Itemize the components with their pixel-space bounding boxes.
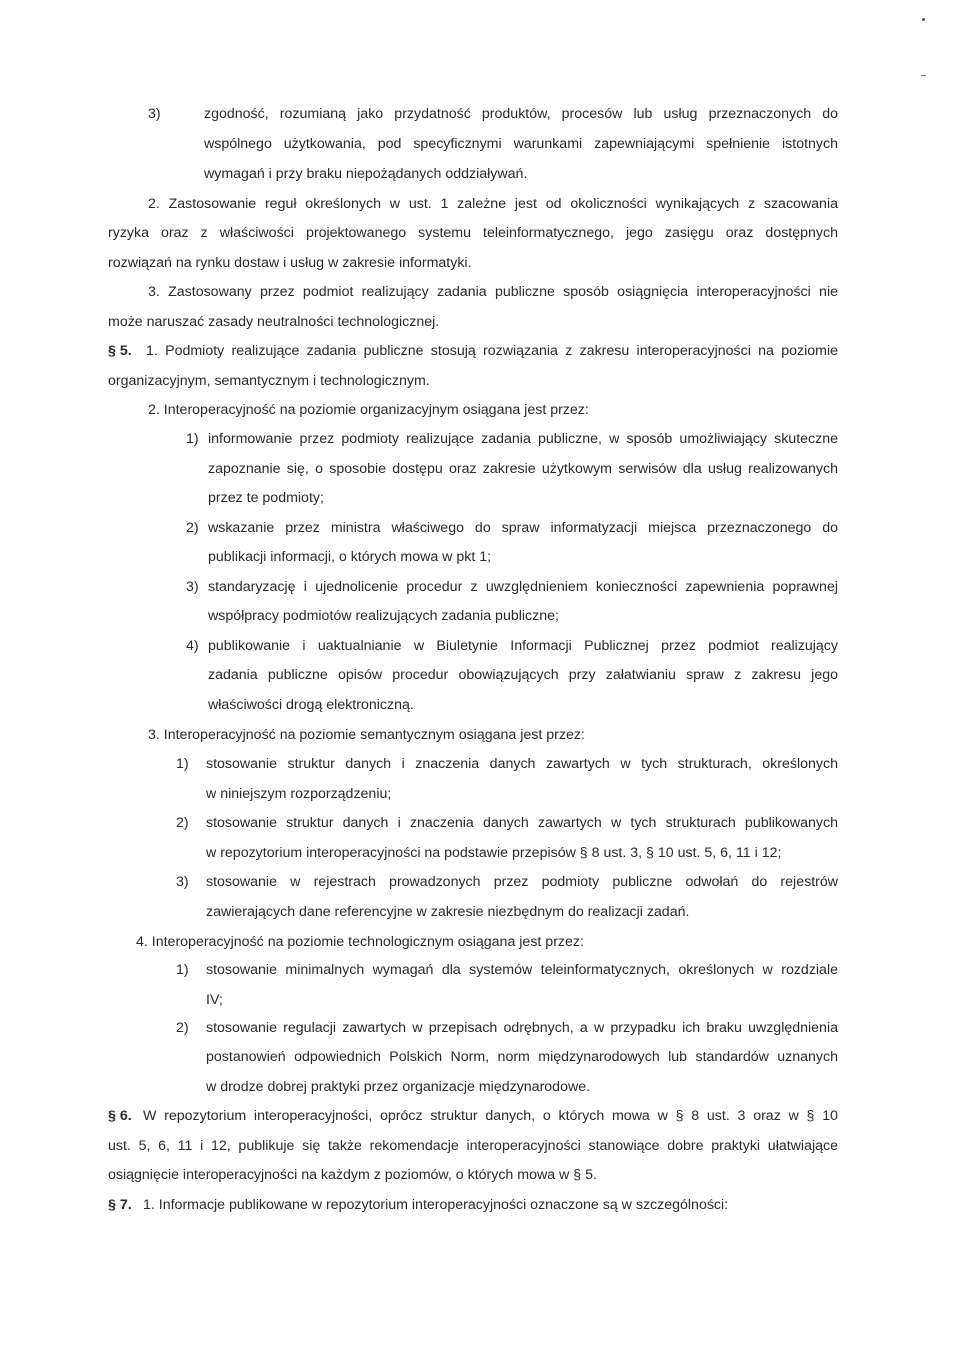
list-item-number: 3) bbox=[176, 874, 189, 890]
section-number: § 5. bbox=[108, 343, 132, 359]
list-item-number: 2) bbox=[186, 520, 199, 536]
paragraph-line: rozwiązań na rynku dostaw i usług w zakresie informatyki. bbox=[108, 255, 472, 271]
subsection-heading: 2. Interoperacyjność na poziomie organizacyjnym osiągana jest przez: bbox=[148, 402, 589, 418]
list-item-text: stosowanie regulacji zawartych w przepisach odrębnych, a w przypadku ich braku uwzględnienia bbox=[206, 1020, 838, 1036]
paragraph-line: 2. Zastosowanie reguł określonych w ust. 1 zależne jest od okoliczności wynikających z szacowania bbox=[148, 196, 838, 212]
list-item-text: postanowień odpowiednich Polskich Norm, norm międzynarodowych lub standardów uznanych bbox=[206, 1049, 838, 1065]
list-item-text: w repozytorium interoperacyjności na podstawie przepisów § 8 ust. 3, § 10 ust. 5, 6, 11 i 12; bbox=[206, 845, 782, 861]
list-item-text: zawierających dane referencyjne w zakresie niezbędnym do realizacji zadań. bbox=[206, 904, 690, 920]
paragraph-line: organizacyjnym, semantycznym i technologicznym. bbox=[108, 373, 430, 389]
list-item-text: stosowanie struktur danych i znaczenia danych zawartych w tych strukturach publikowanych bbox=[206, 815, 838, 831]
paragraph-line: może naruszać zasady neutralności technologicznej. bbox=[108, 314, 440, 330]
list-item-text: właściwości drogą elektroniczną. bbox=[208, 697, 414, 713]
list-item-number: 4) bbox=[186, 638, 199, 654]
list-item-text: publikacji informacji, o których mowa w pkt 1; bbox=[208, 549, 492, 565]
list-item-number: 1) bbox=[186, 431, 199, 447]
list-item-text: wymagań i przy braku niepożądanych oddziaływań. bbox=[204, 166, 528, 182]
scan-mark bbox=[922, 18, 925, 21]
list-item-text: IV; bbox=[206, 992, 223, 1008]
section-number: § 7. bbox=[108, 1197, 132, 1213]
list-item-text: stosowanie minimalnych wymagań dla systemów teleinformatycznych, określonych w rozdziale bbox=[206, 962, 838, 978]
list-item-text: zapoznanie się, o sposobie dostępu oraz zakresie użytkowym serwisów dla usług realizowanych bbox=[208, 461, 838, 477]
paragraph-line: 1. Informacje publikowane w repozytorium interoperacyjności oznaczone są w szczególności: bbox=[143, 1197, 729, 1213]
paragraph-line: osiągnięcie interoperacyjności na każdym z poziomów, o których mowa w § 5. bbox=[108, 1167, 597, 1183]
list-item-text: wskazanie przez ministra właściwego do spraw informatyzacji miejsca przeznaczonego do bbox=[208, 520, 838, 536]
list-item-text: zgodność, rozumianą jako przydatność produktów, procesów lub usług przeznaczonych do bbox=[204, 106, 838, 122]
scan-mark bbox=[921, 75, 926, 76]
list-item-text: przez te podmioty; bbox=[208, 490, 324, 506]
paragraph-line: 3. Zastosowany przez podmiot realizujący zadania publiczne sposób osiągnięcia interoperacyjności nie bbox=[148, 284, 838, 300]
section-number: § 6. bbox=[108, 1108, 132, 1124]
list-item-text: stosowanie struktur danych i znaczenia danych zawartych w tych strukturach, określonych bbox=[206, 756, 838, 772]
list-item-text: wspólnego użytkowania, pod specyficznymi warunkami zapewniającymi spełnienie istotnych bbox=[204, 136, 838, 152]
list-item-text: zadania publiczne opisów procedur obowiązujących przy załatwianiu spraw z zakresu jego bbox=[208, 667, 838, 683]
list-item-text: stosowanie w rejestrach prowadzonych przez podmioty publiczne odwołań do rejestrów bbox=[206, 874, 838, 890]
list-item-text: publikowanie i uaktualnianie w Biuletynie Informacji Publicznej przez podmiot realizujący bbox=[208, 638, 838, 654]
list-item-number: 3) bbox=[186, 579, 199, 595]
list-item-number: 1) bbox=[176, 962, 189, 978]
paragraph-line: W repozytorium interoperacyjności, oprócz struktur danych, o których mowa w § 8 ust. 3 oraz w § 10 bbox=[143, 1108, 838, 1124]
paragraph-line: ust. 5, 6, 11 i 12, publikuje się także rekomendacje interoperacyjności stanowiące dobre praktyki ułatwiające bbox=[108, 1138, 838, 1154]
list-item-number: 1) bbox=[176, 756, 189, 772]
subsection-heading: 4. Interoperacyjność na poziomie technologicznym osiągana jest przez: bbox=[136, 934, 584, 950]
subsection-heading: 3. Interoperacyjność na poziomie semantycznym osiągana jest przez: bbox=[148, 727, 585, 743]
list-item-number: 2) bbox=[176, 1020, 189, 1036]
list-item-text: informowanie przez podmioty realizujące zadania publiczne, w sposób umożliwiający skuteczne bbox=[208, 431, 838, 447]
list-item-number: 3) bbox=[148, 106, 161, 122]
paragraph-line: ryzyka oraz z właściwości projektowanego systemu teleinformatycznego, jego zasięgu oraz dostępnych bbox=[108, 225, 838, 241]
list-item-text: w drodze dobrej praktyki przez organizacje międzynarodowe. bbox=[206, 1079, 591, 1095]
list-item-text: w niniejszym rozporządzeniu; bbox=[206, 786, 392, 802]
list-item-text: standaryzację i ujednolicenie procedur z uwzględnieniem konieczności zapewnienia poprawnej bbox=[208, 579, 838, 595]
list-item-number: 2) bbox=[176, 815, 189, 831]
paragraph-line: 1. Podmioty realizujące zadania publiczne stosują rozwiązania z zakresu interoperacyjności na poziomie bbox=[146, 343, 838, 359]
list-item-text: współpracy podmiotów realizujących zadania publiczne; bbox=[208, 608, 559, 624]
